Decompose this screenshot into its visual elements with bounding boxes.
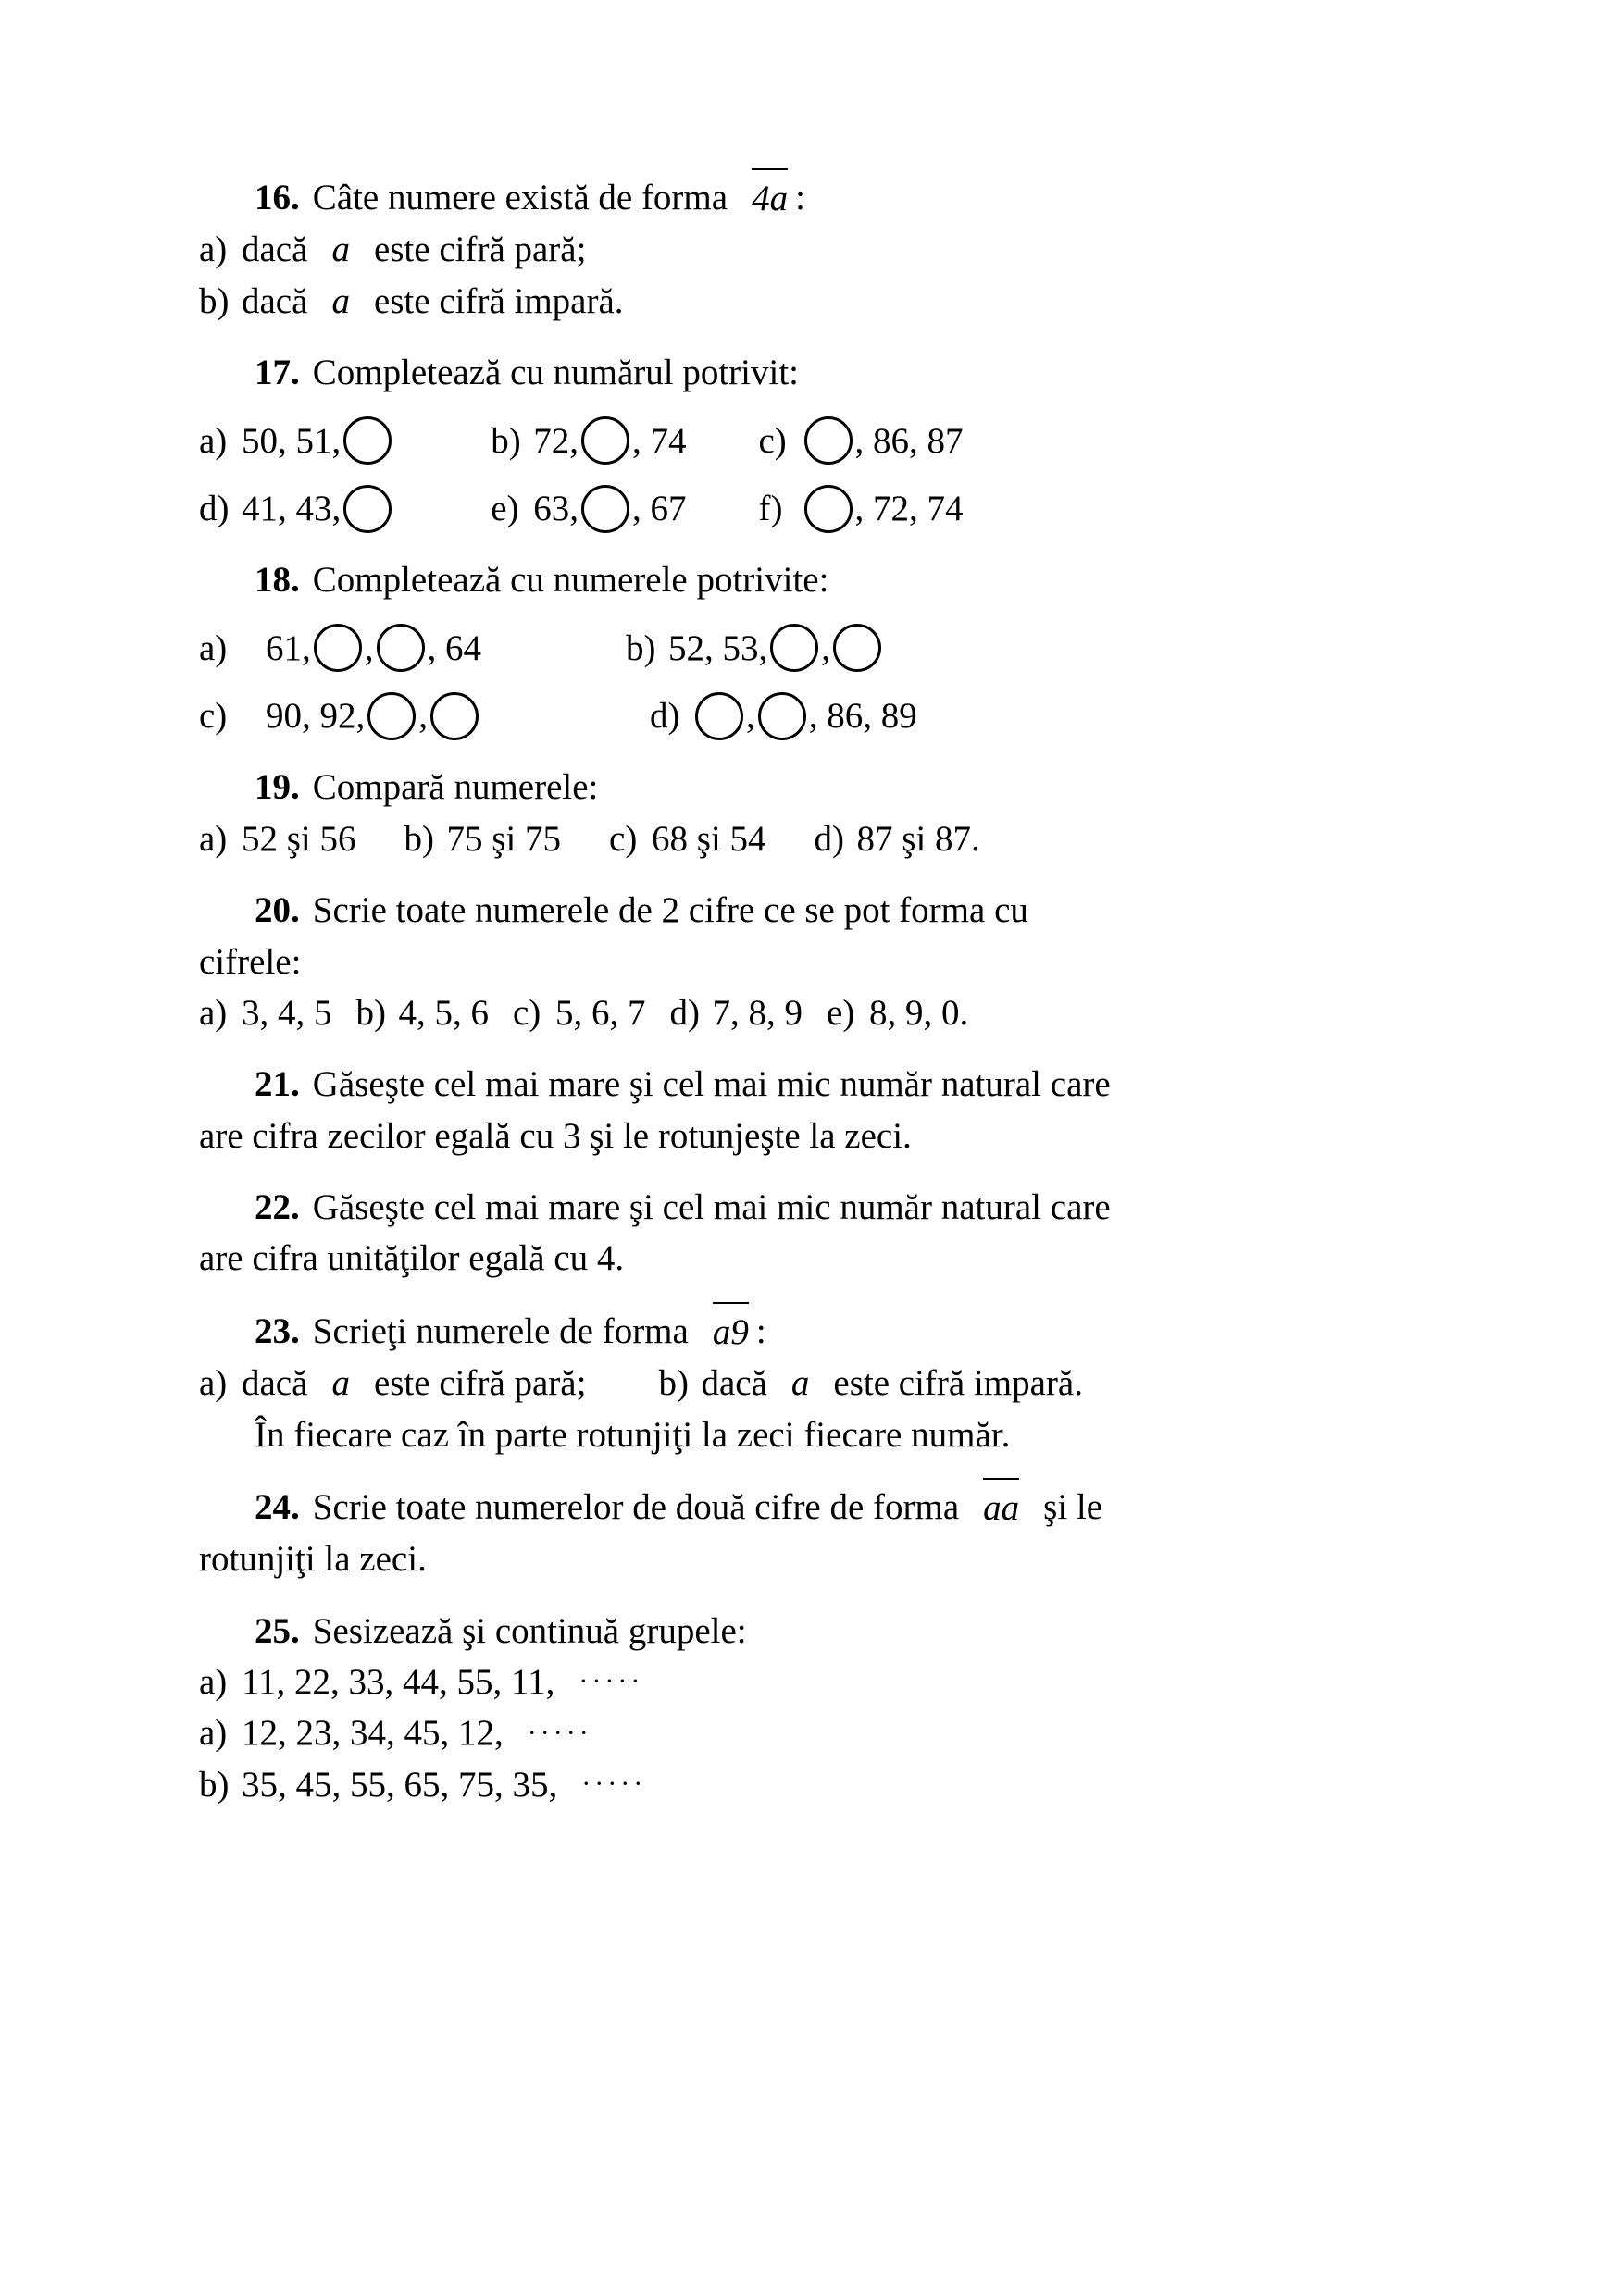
exercise-20-stem-line-1: [199, 885, 1433, 936]
item-b-text-before: 72,: [533, 420, 579, 461]
item-label-a: a): [199, 420, 228, 461]
exercise-18-row-1: [199, 623, 1433, 674]
exercise-23-colon: :: [755, 1310, 766, 1351]
item-a-text-after: , 64: [427, 627, 481, 668]
answer-circle[interactable]: [581, 416, 629, 465]
item-a-text-after: este cifră pară;: [373, 1363, 587, 1404]
exercise-17-row-2: [199, 483, 1433, 534]
item-c-text: 5, 6, 7: [555, 992, 646, 1033]
answer-circle[interactable]: [804, 416, 853, 465]
item-b-text-after: , 74: [632, 420, 687, 461]
ellipsis-dots: ·····: [579, 1666, 644, 1697]
answer-circle[interactable]: [430, 692, 479, 740]
exercise-22-text-2: are cifra unităţilor egală cu 4.: [199, 1238, 625, 1279]
exercise-21-number: 21.: [255, 1064, 300, 1105]
ellipsis-dots: ·····: [581, 1769, 647, 1800]
item-b-variable: a: [790, 1363, 810, 1404]
exercise-17-number: 17.: [255, 353, 300, 393]
item-e-text-before: 63,: [533, 488, 579, 528]
exercise-20-stem-line-2: [199, 937, 1433, 987]
item-b-separator: ,: [821, 627, 830, 668]
item-d-text: 87 şi 87.: [856, 818, 980, 859]
item-label-a: a): [199, 1363, 228, 1404]
exercise-19-number: 19.: [255, 767, 300, 808]
exercise-24-text-after: şi le: [1043, 1486, 1103, 1527]
exercise-16-item-a: [199, 224, 1433, 275]
item-label-b: b): [404, 818, 435, 859]
item-label-b: b): [199, 1764, 230, 1805]
exercise-19: [199, 762, 1433, 864]
exercise-21: [199, 1059, 1433, 1161]
ellipsis-dots: ·····: [527, 1717, 592, 1748]
item-a-separator: ,: [364, 627, 374, 668]
item-label-a: a): [199, 1662, 228, 1702]
exercise-18-stem-text: Completează cu numerele potrivite:: [312, 560, 829, 601]
exercise-20-stem-text-2: cifrele:: [199, 941, 302, 982]
item-label-d: d): [814, 818, 845, 859]
item-b-text-before: dacă: [701, 1363, 767, 1404]
exercise-17-stem: [199, 347, 1433, 398]
item-label-a2: a): [199, 1713, 228, 1754]
exercise-18-row-2: [199, 690, 1433, 741]
item-b-text-before: 52, 53,: [668, 627, 768, 668]
answer-circle[interactable]: [367, 692, 416, 740]
exercise-24-number: 24.: [255, 1486, 300, 1527]
answer-circle[interactable]: [770, 624, 818, 672]
exercise-22-text-1: Găseşte cel mai mare şi cel mai mic număr natural care: [312, 1187, 1111, 1227]
item-a-variable: a: [331, 230, 350, 270]
exercise-24-line-2: [199, 1533, 1433, 1584]
item-d-text-before: 41, 43,: [242, 488, 342, 528]
exercise-22-number: 22.: [255, 1187, 300, 1227]
exercise-21-text-2: are cifra zecilor egală cu 3 şi le rotunjeşte la zeci.: [199, 1115, 912, 1156]
item-label-d: d): [199, 488, 230, 528]
exercise-17: [199, 347, 1433, 534]
item-a-text: 3, 4, 5: [242, 992, 332, 1033]
item-b-variable: a: [331, 280, 350, 321]
exercise-25: [199, 1606, 1433, 1811]
exercise-21-line-1: [199, 1059, 1433, 1110]
answer-circle[interactable]: [314, 624, 362, 672]
exercise-19-stem-text: Compară numerele:: [312, 767, 599, 808]
item-c-separator: ,: [418, 696, 428, 736]
item-label-c: c): [199, 696, 228, 736]
item-d-text-after: , 86, 89: [808, 696, 917, 736]
exercise-16-form: 4a: [752, 171, 788, 224]
exercise-23-number: 23.: [255, 1310, 300, 1351]
item-a-text-before: dacă: [242, 230, 308, 270]
item-f-text-after: , 72, 74: [854, 488, 964, 528]
exercise-16-stem-text: Câte numere există de forma: [312, 178, 728, 217]
exercise-24-text-before: Scrie toate numerelor de două cifre de forma: [312, 1486, 960, 1527]
exercise-18-number: 18.: [255, 560, 300, 601]
exercise-23-note-text: În fiecare caz în parte rotunjiţi la zeci fiecare număr.: [255, 1414, 1011, 1455]
item-b-text: 75 şi 75: [446, 818, 562, 859]
exercise-17-stem-text: Completează cu numărul potrivit:: [312, 353, 800, 393]
exercise-25-item-1: [199, 1657, 1433, 1707]
answer-circle[interactable]: [377, 624, 425, 672]
answer-circle[interactable]: [758, 692, 806, 740]
item-label-e: e): [827, 992, 855, 1033]
exercise-24-line-1: [199, 1481, 1433, 1533]
answer-circle[interactable]: [833, 624, 881, 672]
exercise-25-item-3: [199, 1759, 1433, 1810]
item-c-text-after: , 86, 87: [854, 420, 964, 461]
item-c-text-before: 90, 92,: [266, 696, 366, 736]
answer-circle[interactable]: [804, 485, 853, 533]
exercise-21-text-1: Găseşte cel mai mare şi cel mai mic număr natural care: [312, 1064, 1111, 1105]
item-e-text: 8, 9, 0.: [869, 992, 969, 1033]
exercise-22-line-1: [199, 1182, 1433, 1233]
item-label-b: b): [355, 992, 386, 1033]
item-label-b: b): [199, 280, 230, 321]
item-b-text: 35, 45, 55, 65, 75, 35,: [242, 1764, 558, 1805]
answer-circle[interactable]: [581, 485, 629, 533]
item-label-a: a): [199, 627, 228, 668]
exercise-19-items: [199, 813, 1433, 864]
exercise-24: [199, 1481, 1433, 1585]
item-d-text: 7, 8, 9: [712, 992, 803, 1033]
item-b-text-before: dacă: [242, 280, 308, 321]
item-label-b: b): [658, 1363, 689, 1404]
item-label-d: d): [650, 696, 680, 736]
item-label-b: b): [626, 627, 656, 668]
exercise-23-stem: [199, 1305, 1433, 1358]
exercise-18: [199, 554, 1433, 741]
exercise-23: [199, 1305, 1433, 1460]
answer-circle[interactable]: [695, 692, 743, 740]
item-label-a: a): [199, 818, 228, 859]
exercise-22-line-2: [199, 1233, 1433, 1284]
item-a-text: 11, 22, 33, 44, 55, 11,: [242, 1662, 555, 1702]
item-a-text-before: 61,: [266, 627, 311, 668]
item-a-text-after: este cifră pară;: [373, 230, 587, 270]
exercise-25-stem-text: Sesizează şi continuă grupele:: [312, 1610, 747, 1651]
answer-circle[interactable]: [343, 485, 392, 533]
answer-circle[interactable]: [343, 416, 392, 465]
exercise-16-item-b: [199, 276, 1433, 327]
exercise-19-stem: [199, 762, 1433, 813]
item-a-text: 52 şi 56: [242, 818, 356, 859]
exercise-23-note: [199, 1409, 1433, 1460]
exercise-22: [199, 1182, 1433, 1285]
item-b-text-after: este cifră impară.: [373, 280, 624, 321]
exercise-23-items: [199, 1358, 1433, 1409]
item-label-c: c): [758, 420, 787, 461]
item-d-separator: ,: [746, 696, 755, 736]
exercise-16-number: 16.: [255, 178, 300, 217]
item-a-variable: a: [331, 1363, 350, 1404]
exercise-24-text-2: rotunjiţi la zeci.: [199, 1539, 427, 1580]
exercise-20-number: 20.: [255, 890, 300, 931]
exercise-17-row-1: [199, 416, 1433, 466]
item-label-e: e): [491, 488, 519, 528]
exercise-16: [199, 171, 1433, 327]
exercise-20-items: [199, 987, 1433, 1038]
exercise-16-colon: :: [795, 178, 805, 217]
item-a2-text: 12, 23, 34, 45, 12,: [242, 1713, 504, 1754]
item-label-c: c): [609, 818, 638, 859]
exercise-20-stem-text-1: Scrie toate numerele de 2 cifre ce se pot forma cu: [312, 890, 1028, 931]
item-label-a: a): [199, 992, 228, 1033]
item-label-f: f): [758, 488, 783, 528]
exercise-23-stem-text: Scrieţi numerele de forma: [312, 1310, 689, 1351]
item-a-text-before: dacă: [242, 1363, 308, 1404]
exercise-20: [199, 885, 1433, 1038]
exercise-23-form: a9: [713, 1305, 749, 1358]
exercise-25-item-2: [199, 1707, 1433, 1758]
exercise-21-line-2: [199, 1111, 1433, 1161]
item-label-b: b): [491, 420, 521, 461]
item-label-c: c): [513, 992, 541, 1033]
exercise-18-stem: [199, 554, 1433, 605]
item-label-d: d): [669, 992, 700, 1033]
item-b-text: 4, 5, 6: [398, 992, 489, 1033]
item-a-text-before: 50, 51,: [242, 420, 342, 461]
exercise-25-stem: [199, 1606, 1433, 1657]
item-c-text: 68 şi 54: [652, 818, 766, 859]
exercise-24-form: aa: [983, 1481, 1019, 1533]
exercise-16-stem: [199, 171, 1433, 224]
item-e-text-after: , 67: [632, 488, 687, 528]
exercise-25-number: 25.: [255, 1610, 300, 1651]
item-label-a: a): [199, 230, 228, 270]
item-b-text-after: este cifră impară.: [833, 1363, 1083, 1404]
